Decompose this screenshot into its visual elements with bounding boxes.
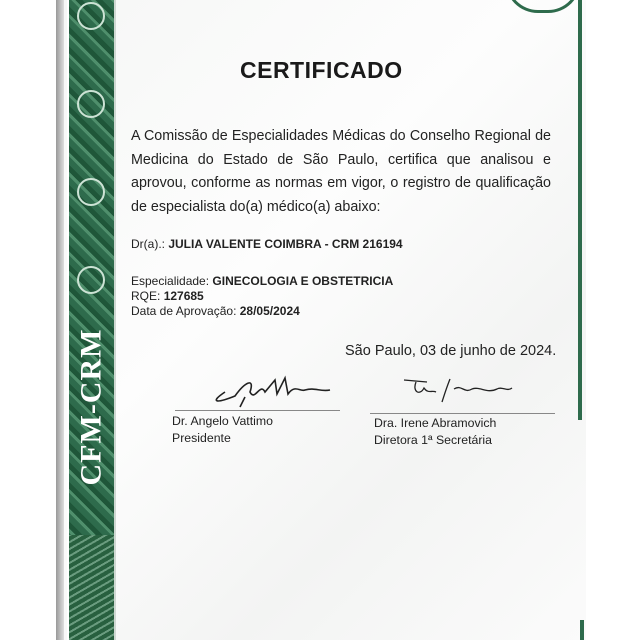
doctor-value: JULIA VALENTE COIMBRA - CRM 216194: [168, 237, 403, 251]
specialty-value: GINECOLOGIA E OBSTETRICIA: [212, 274, 394, 288]
ornament-icon: [77, 90, 105, 118]
place-date: São Paulo, 03 de junho de 2024.: [345, 343, 557, 359]
doctor-line: [131, 237, 403, 251]
rqe-label: RQE:: [131, 289, 161, 303]
signature-line: [175, 410, 340, 411]
signatory-secretary: [374, 415, 496, 449]
border-line: [578, 0, 582, 420]
signatory-name: Dr. Angelo Vattimo: [172, 414, 273, 428]
signatory-role: Presidente: [172, 431, 231, 445]
doctor-label: Dr(a).:: [131, 237, 165, 251]
approval-label: Data de Aprovação:: [131, 304, 237, 318]
certificate-paper: [56, 0, 586, 640]
specialty-line: [131, 274, 393, 288]
signatory-president: [172, 413, 273, 447]
intro-paragraph: A Comissão de Especialidades Médicas do Conselho Regional de Medicina do Estado de São Paulo, certifica que analisou e aprovou, conforme as normas em vigor, o registro de qualificação de especialista do(a) médico(a) abaixo:: [131, 128, 551, 215]
ornament-icon: [77, 2, 105, 30]
rqe-line: [131, 289, 204, 303]
border-line: [580, 620, 584, 640]
signature-line: [370, 413, 555, 414]
ornament-icon: [77, 266, 105, 294]
band-logo-text: CFM-CRM: [74, 328, 108, 486]
signature-secretary: [402, 374, 517, 404]
rqe-value: 127685: [163, 289, 204, 303]
specialty-label: Especialidade:: [131, 274, 210, 288]
signatory-name: Dra. Irene Abramovich: [374, 416, 497, 430]
document-title: CERTIFICADO: [240, 57, 403, 83]
paper-edge: [56, 0, 64, 640]
signature-president: [205, 372, 340, 408]
caduceus-emblem-icon: [69, 535, 114, 640]
signatory-role: Diretora 1ª Secretária: [374, 433, 493, 447]
ornament-icon: [77, 178, 105, 206]
approval-line: [131, 304, 300, 318]
decorative-band: [67, 0, 116, 640]
approval-value: 28/05/2024: [239, 304, 300, 318]
